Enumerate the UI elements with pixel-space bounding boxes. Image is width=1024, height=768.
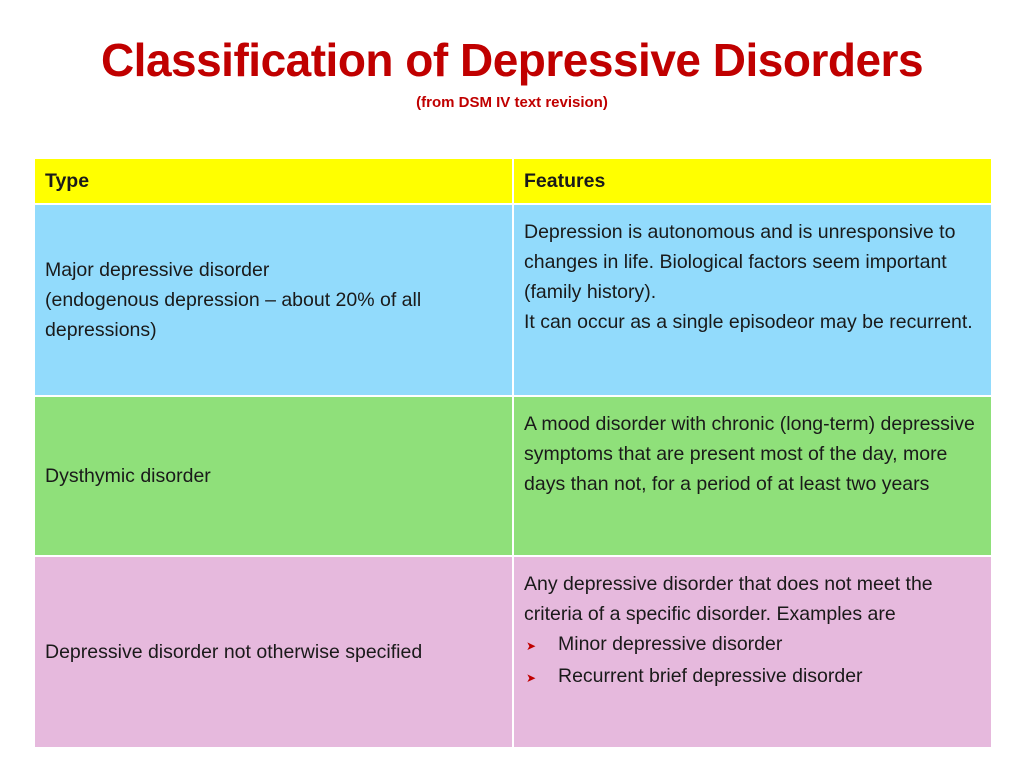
features-text: A mood disorder with chronic (long-term) depressive symptoms that are present most of the day, more days than not, for a period of at least two years	[524, 413, 975, 495]
arrowhead-bullet-icon: ➤	[526, 671, 537, 685]
column-header-features: Features	[513, 158, 992, 204]
classification-table	[33, 157, 993, 749]
table-row	[34, 396, 992, 556]
list-item-text: Minor depressive disorder	[558, 633, 783, 655]
type-name: Dysthymic disorder	[45, 465, 211, 487]
column-header-type: Type	[34, 158, 513, 204]
type-note: (endogenous depression – about 20% of all depressions)	[45, 289, 422, 341]
features-text: It can occur as a single episodeor may be recurrent.	[524, 311, 973, 333]
features-cell	[513, 556, 992, 748]
type-name: Major depressive disorder	[45, 259, 270, 281]
arrowhead-bullet-icon: ➤	[526, 639, 537, 653]
table-row	[34, 204, 992, 396]
examples-list	[524, 629, 981, 693]
type-name: Depressive disorder not otherwise specified	[45, 641, 423, 663]
list-item	[524, 629, 981, 661]
type-cell	[34, 396, 513, 556]
table-header-row	[34, 158, 992, 204]
list-item-text: Recurrent brief depressive disorder	[558, 665, 863, 687]
features-cell	[513, 396, 992, 556]
features-text: Depression is autonomous and is unresponsive to changes in life. Biological factors seem important (family history).	[524, 221, 956, 303]
table-row	[34, 556, 992, 748]
slide-subtitle: (from DSM IV text revision)	[416, 94, 608, 111]
type-cell	[34, 204, 513, 396]
list-item	[524, 661, 981, 693]
features-cell	[513, 204, 992, 396]
features-text: Any depressive disorder that does not meet the criteria of a specific disorder. Examples are	[524, 573, 933, 625]
slide-title: Classification of Depressive Disorders	[100, 34, 924, 86]
type-cell	[34, 556, 513, 748]
